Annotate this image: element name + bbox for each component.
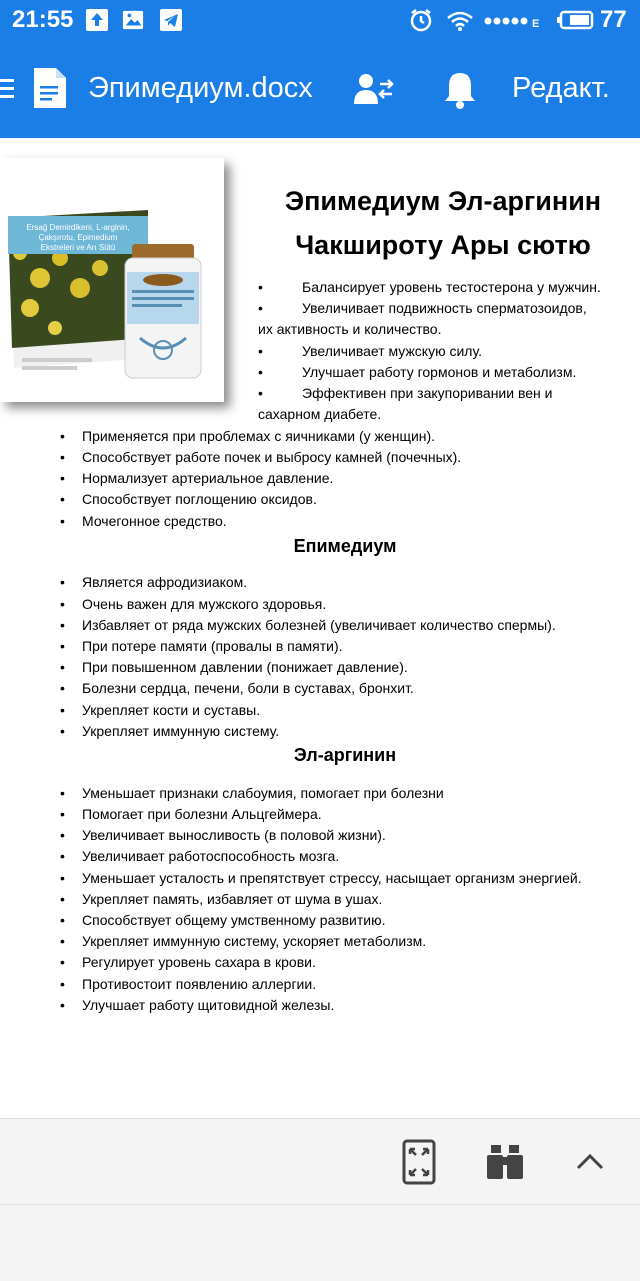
battery-level: 77: [600, 6, 627, 33]
list-item: Является афродизиаком.: [82, 574, 248, 590]
bullet: •: [60, 702, 65, 718]
bullet: •: [258, 300, 263, 316]
list-item: Укрепляет память, избавляет от шума в ушах.: [82, 891, 383, 907]
list-item: их активность и количество.: [258, 321, 442, 337]
list-item: Болезни сердца, печени, боли в суставах, бронхит.: [82, 680, 414, 696]
image-notification-icon: [122, 9, 144, 31]
menu-icon[interactable]: [0, 76, 14, 102]
bullet: •: [60, 723, 65, 739]
list-item: Увеличивает выносливость (в половой жизни).: [82, 827, 386, 843]
bullet: •: [60, 997, 65, 1013]
chevron-up-icon[interactable]: [574, 1149, 606, 1173]
status-bar: [0, 0, 640, 42]
bullet: •: [258, 279, 263, 295]
alarm-icon: [408, 7, 434, 33]
list-item: сахарном диабете.: [258, 406, 382, 422]
list-item: Регулирует уровень сахара в крови.: [82, 954, 316, 970]
bullet: •: [60, 954, 65, 970]
bullet: •: [60, 827, 65, 843]
document-page[interactable]: [0, 138, 640, 1118]
bell-icon[interactable]: [444, 70, 476, 110]
product-photo: [0, 158, 224, 402]
bullet: •: [258, 385, 263, 401]
bullet: •: [60, 449, 65, 465]
list-item: Улучшает работу гормонов и метаболизм.: [302, 364, 577, 380]
list-item: Избавляет от ряда мужских болезней (увеличивает количество спермы).: [82, 617, 556, 633]
status-time: 21:55: [12, 6, 74, 33]
list-item: Нормализует артериальное давление.: [82, 470, 334, 486]
bullet: •: [60, 680, 65, 696]
list-item: Улучшает работу щитовидной железы.: [82, 997, 335, 1013]
section-title-epimedium: Епимедиум: [293, 536, 397, 556]
section-title-l-arginine: Эл-аргинин: [293, 745, 397, 765]
bullet: •: [60, 513, 65, 529]
bullet: •: [60, 428, 65, 444]
bullet: •: [60, 785, 65, 801]
list-item: Очень важен для мужского здоровья.: [82, 596, 327, 612]
network-type: E: [532, 18, 540, 30]
list-item: Уменьшает усталость и препятствует стрессу, насыщает организм энергией.: [82, 870, 582, 886]
share-contact-icon[interactable]: [354, 72, 394, 108]
document-title: Эпимедиум.docx: [88, 72, 313, 104]
svg-text:Ersağ Demirdikeni, L-arginin,: Ersağ Demirdikeni, L-arginin,: [26, 223, 130, 232]
bullet: •: [60, 617, 65, 633]
battery-icon: [556, 9, 594, 31]
list-item: При потере памяти (провалы в памяти).: [82, 638, 343, 654]
document-icon: [34, 68, 66, 108]
navigation-area: [0, 1204, 640, 1281]
list-item: Помогает при болезни Альцгеймера.: [82, 806, 322, 822]
list-item: Способствует работе почек и выбросу камней (почечных).: [82, 449, 462, 465]
bullet: •: [60, 891, 65, 907]
bullet: •: [60, 638, 65, 654]
list-item: Способствует поглощению оксидов.: [82, 491, 317, 507]
list-item: Укрепляет кости и суставы.: [82, 702, 261, 718]
bullet: •: [60, 659, 65, 675]
bottom-toolbar: [0, 1118, 640, 1205]
doc-title-line1: Эпимедиум Эл-аргинин: [284, 186, 602, 216]
bullet: •: [258, 343, 263, 359]
list-item: Увеличивает работоспособность мозга.: [82, 848, 340, 864]
list-item: При повышенном давлении (понижает давление).: [82, 659, 408, 675]
bullet: •: [60, 912, 65, 928]
bullet: •: [60, 976, 65, 992]
list-item: Балансирует уровень тестостерона у мужчин.: [302, 279, 601, 295]
bullet: •: [60, 933, 65, 949]
list-item: Мочегонное средство.: [82, 513, 227, 529]
edit-button[interactable]: Редакт.: [512, 72, 610, 104]
bullet: •: [258, 364, 263, 380]
bullet: •: [60, 596, 65, 612]
list-item: Увеличивает мужскую силу.: [302, 343, 482, 359]
bullet: •: [60, 806, 65, 822]
app-bar: [0, 42, 640, 138]
list-item: Противостоит появлению аллергии.: [82, 976, 317, 992]
svg-text:Çakşırotu, Epimedium: Çakşırotu, Epimedium: [38, 233, 118, 242]
list-item: Способствует общему умственному развитию.: [82, 912, 386, 928]
list-item: Увеличивает подвижность сперматозоидов,: [302, 300, 587, 316]
bullet: •: [60, 848, 65, 864]
binoculars-icon[interactable]: [486, 1143, 524, 1181]
list-item: Укрепляет иммунную систему.: [82, 723, 280, 739]
wifi-icon: [446, 9, 474, 33]
list-item: Укрепляет иммунную систему, ускоряет метаболизм.: [82, 933, 427, 949]
bullet: •: [60, 574, 65, 590]
telegram-notification-icon: [160, 9, 182, 31]
bullet: •: [60, 470, 65, 486]
list-item: Уменьшает признаки слабоумия, помогает при болезни: [82, 785, 444, 801]
fit-screen-icon[interactable]: [402, 1139, 436, 1185]
bullet: •: [60, 870, 65, 886]
list-item: Эффективен при закупоривании вен и: [302, 385, 553, 401]
list-item: Применяется при проблемах с яичниками (у женщин).: [82, 428, 436, 444]
upload-notification-icon: [86, 9, 108, 31]
bullet: •: [60, 491, 65, 507]
doc-title-line2: Чакшироту Ары сютю: [295, 230, 591, 260]
svg-text:Ekstreleri ve Arı Sütü: Ekstreleri ve Arı Sütü: [40, 243, 116, 252]
